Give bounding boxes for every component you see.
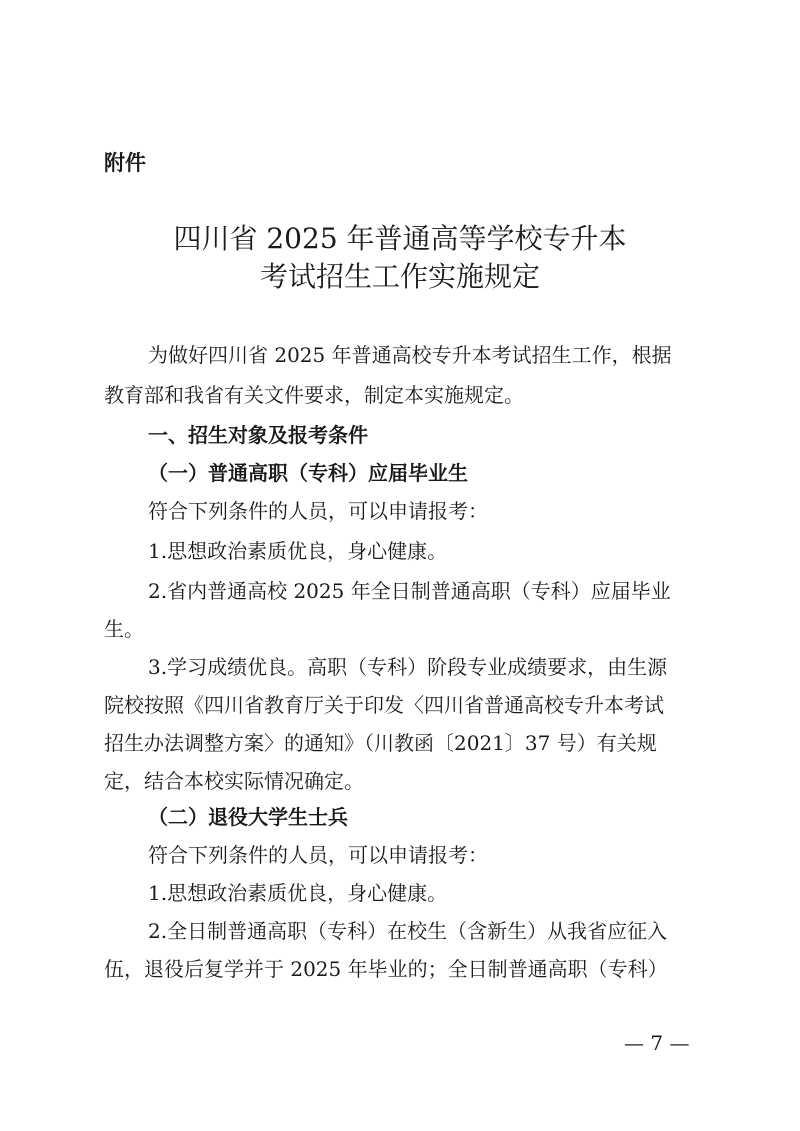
subsection-2-item-2-line-2: 伍，退役后复学并于 2025 年毕业的；全日制普通高职（专科）: [104, 957, 668, 981]
subsection-1-item-1: 1.思想政治素质优良，身心健康。: [148, 539, 448, 563]
subsection-1-item-3-line-3: 招生办法调整方案〉的通知》（川教函〔2021〕37 号）有关规: [104, 731, 657, 755]
document-title-line-2: 考试招生工作实施规定: [259, 260, 540, 293]
intro-paragraph-line-2: 教育部和我省有关文件要求，制定本实施规定。: [104, 383, 524, 407]
subsection-1-item-3-line-4: 定，结合本校实际情况确定。: [104, 769, 364, 793]
intro-paragraph-line-1: 为做好四川省 2025 年普通高校专升本考试招生工作，根据: [148, 343, 672, 367]
subsection-1-item-2-line-2: 生。: [104, 617, 144, 641]
subsection-2-conditions-intro: 符合下列条件的人员，可以申请报考：: [148, 843, 488, 867]
subsection-heading-2: （二）退役大学生士兵: [148, 805, 348, 829]
subsection-heading-1: （一）普通高职（专科）应届毕业生: [148, 461, 468, 485]
document-title-line-1: 四川省 2025 年普通高等学校专升本: [173, 222, 627, 255]
section-heading-1: 一、招生对象及报考条件: [148, 423, 368, 447]
page-number: — 7 —: [624, 1031, 690, 1055]
attachment-label: 附件: [104, 151, 146, 175]
subsection-2-item-2-line-1: 2.全日制普通高职（专科）在校生（含新生）从我省应征入: [148, 919, 668, 943]
subsection-1-conditions-intro: 符合下列条件的人员，可以申请报考：: [148, 499, 488, 523]
subsection-2-item-1: 1.思想政治素质优良，身心健康。: [148, 881, 448, 905]
subsection-1-item-2-line-1: 2.省内普通高校 2025 年全日制普通高职（专科）应届毕业: [148, 579, 671, 603]
subsection-1-item-3-line-2: 院校按照《四川省教育厅关于印发〈四川省普通高校专升本考试: [104, 693, 664, 717]
subsection-1-item-3-line-1: 3.学习成绩优良。高职（专科）阶段专业成绩要求，由生源: [148, 655, 668, 679]
